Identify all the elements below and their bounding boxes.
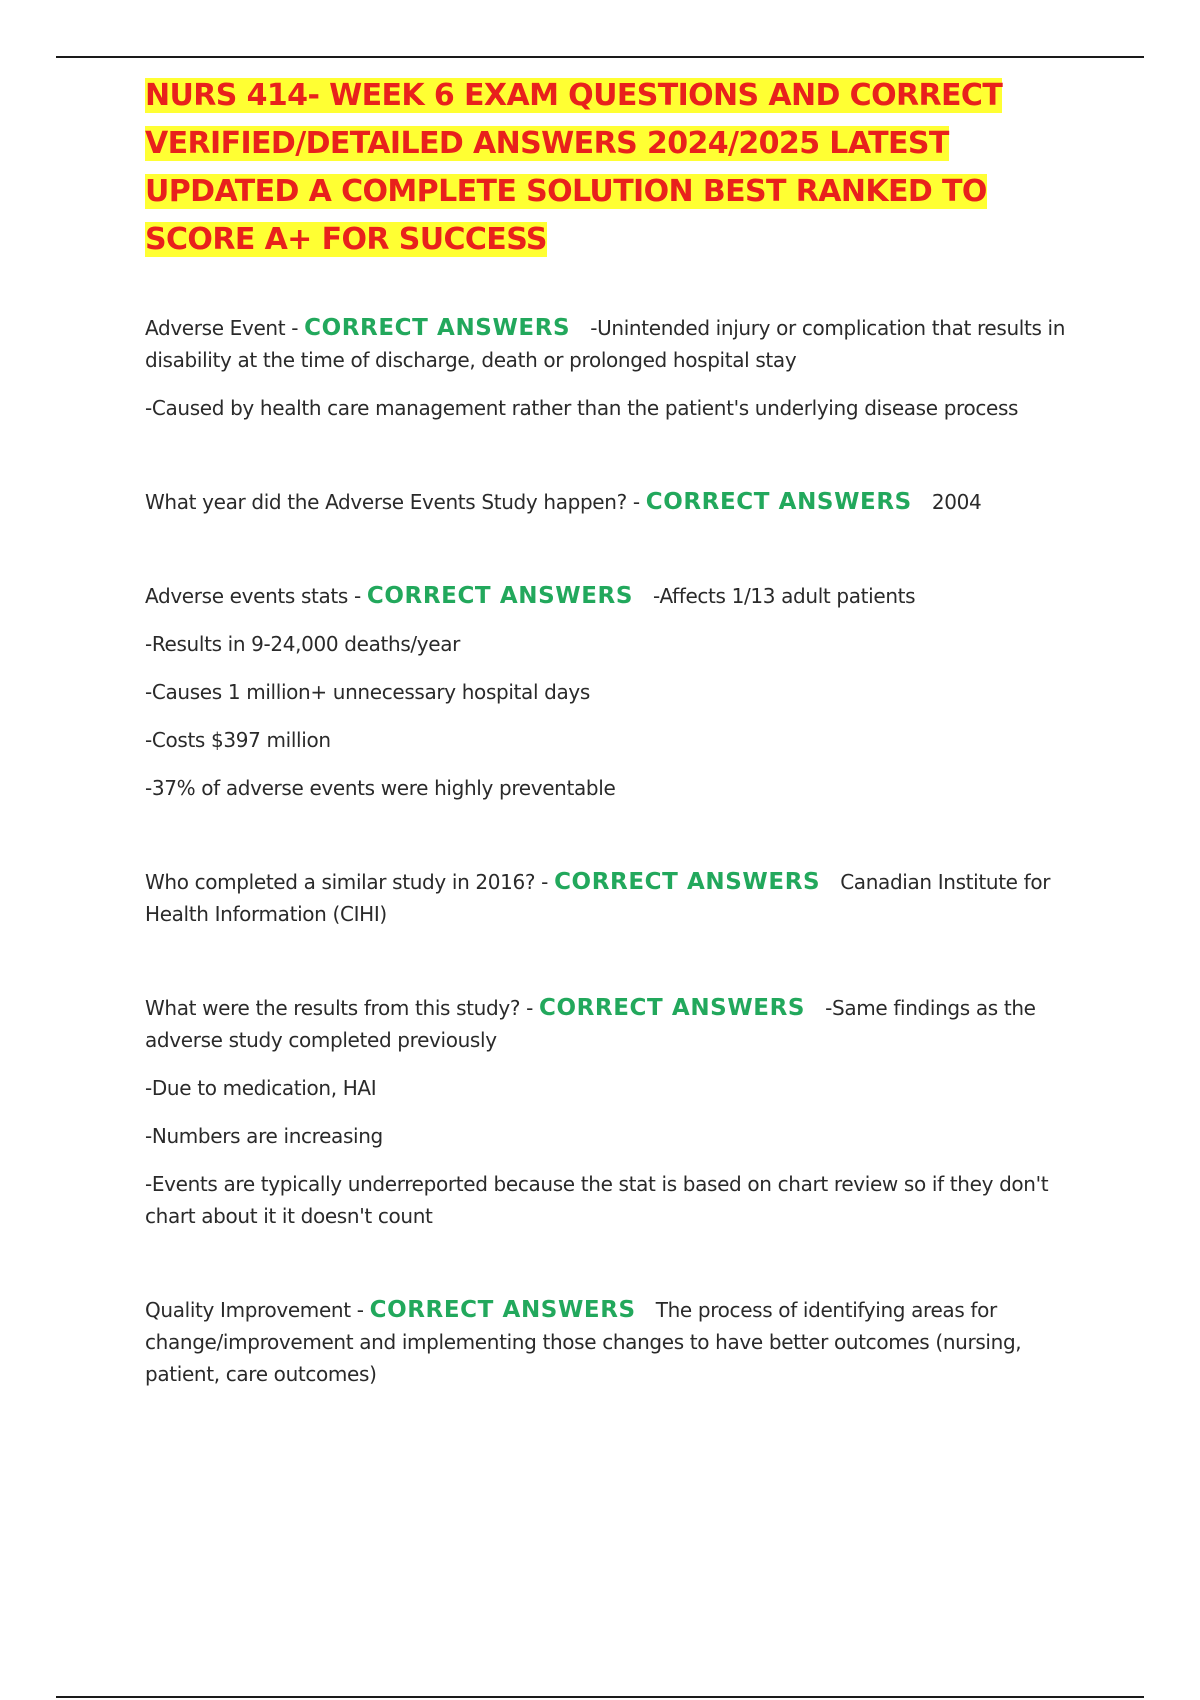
answer-detail: -37% of adverse events were highly preventable: [145, 776, 616, 800]
answer-text: 2004: [931, 490, 982, 514]
question-text: Quality Improvement: [145, 1298, 351, 1322]
qa-line: [145, 486, 1100, 518]
separator: -: [535, 870, 555, 894]
question-text: Adverse Event: [145, 316, 286, 340]
answer-text: Canadian Institute for Health Information (CIHI): [145, 870, 1051, 926]
qa-line: [145, 992, 1100, 1056]
answer-text: -Unintended injury or complication that results in disability at the time of discharge, death or prolonged hospital stay: [145, 316, 1066, 372]
title-highlight: NURS 414- WEEK 6 EXAM QUESTIONS AND CORRECT VERIFIED/DETAILED ANSWERS 2024/2025 LATEST UPDATED A COMPLETE SOLUTION BEST RANKED TO SCORE A+ FOR SUCCESS: [145, 78, 1003, 257]
question-text: Adverse events stats: [145, 584, 348, 608]
answer-detail: -Caused by health care management rather than the patient's underlying disease process: [145, 396, 1019, 420]
qa-entry: [145, 486, 1100, 518]
correct-answers-tag: CORRECT ANSWERS: [366, 583, 634, 609]
correct-answers-tag: CORRECT ANSWERS: [304, 315, 571, 341]
question-text: What year did the Adverse Events Study happen?: [145, 490, 627, 514]
document-title: [145, 72, 1100, 264]
document-body: [145, 72, 1100, 1452]
answer-text: The process of identifying areas for change/improvement and implementing those changes to have better outcomes (nursing, patient, care outcomes): [145, 1298, 1022, 1386]
answer-detail: -Numbers are increasing: [145, 1124, 383, 1148]
correct-answers-tag: CORRECT ANSWERS: [554, 869, 821, 895]
qa-entry: [145, 866, 1100, 930]
qa-line: [145, 312, 1100, 376]
answer-detail: -Results in 9-24,000 deaths/year: [145, 632, 461, 656]
answer-detail: -Costs $397 million: [145, 728, 331, 752]
top-rule: [56, 56, 1144, 58]
qa-entry: [145, 312, 1100, 424]
answer-text: -Same findings as the adverse study completed previously: [145, 996, 1036, 1052]
correct-answers-tag: CORRECT ANSWERS: [645, 489, 912, 515]
question-text: What were the results from this study?: [145, 996, 521, 1020]
separator: -: [626, 490, 646, 514]
qa-entry: [145, 992, 1100, 1232]
correct-answers-tag: CORRECT ANSWERS: [538, 995, 806, 1021]
bottom-rule: [56, 1696, 1144, 1698]
answer-text: -Affects 1/13 adult patients: [653, 584, 916, 608]
qa-entry: [145, 1294, 1100, 1390]
question-text: Who completed a similar study in 2016?: [145, 870, 536, 894]
qa-line: [145, 1294, 1100, 1390]
qa-line: [145, 866, 1100, 930]
separator: -: [348, 584, 367, 608]
qa-list: [145, 312, 1100, 1390]
qa-entry: [145, 580, 1100, 804]
answer-detail: -Due to medication, HAI: [145, 1076, 377, 1100]
separator: -: [520, 996, 539, 1020]
separator: -: [285, 316, 305, 340]
qa-line: [145, 580, 1100, 612]
correct-answers-tag: CORRECT ANSWERS: [369, 1297, 636, 1323]
separator: -: [350, 1298, 370, 1322]
answer-detail: -Events are typically underreported because the stat is based on chart review so if they don't chart about it it doesn't count: [145, 1172, 1049, 1228]
answer-detail: -Causes 1 million+ unnecessary hospital days: [145, 680, 590, 704]
